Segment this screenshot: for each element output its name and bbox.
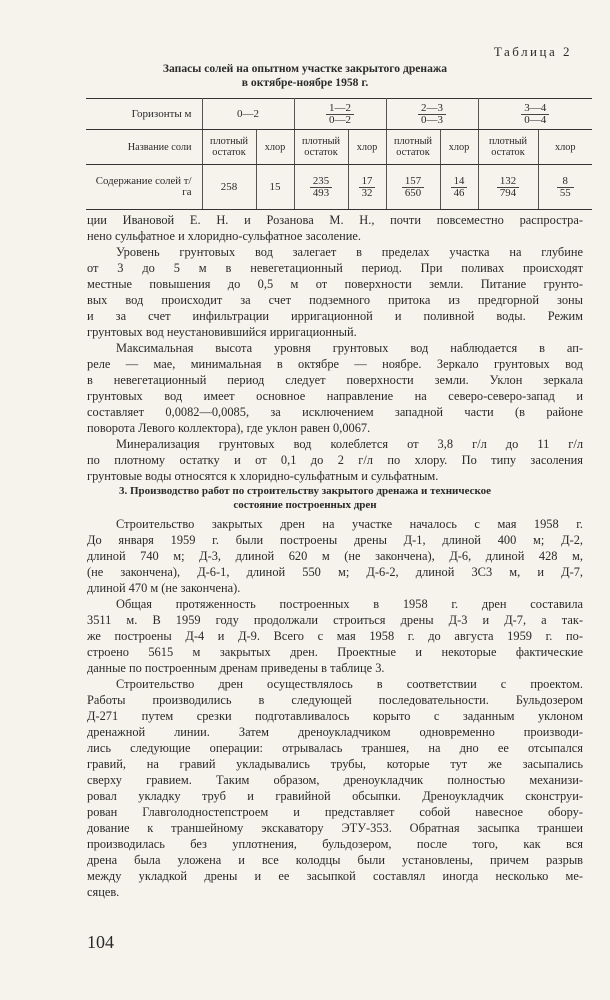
col-chlor-3: хлор [440,130,478,165]
body-line: нено сульфатное и хлоридно-сульфатное засоление. [87,229,361,243]
body-line: грунтовые воды относятся к хлоридно-сульфатным и сульфатным. [87,469,439,483]
section-title-line-1: 3. Производство работ по строительству закрытого дренажа и техническое [118,485,492,497]
body-line: данные по построенным дренам приведены в таблице 3. [87,661,385,675]
col-dense-3: плотный остаток [386,130,440,165]
horizon-3-4: $\frac{3—4}{0—4}$ [478,99,592,130]
salt-reserves-table [86,98,592,210]
col-dense-2: плотный остаток [294,130,348,165]
col-dense-1: плотный остаток [202,130,256,165]
h3-dense-value: $\frac{157}{650}$ [386,165,440,210]
body-line: реле — мае, минимальная в октябре — ноябре. Зеркало грунтовых вод [87,357,583,371]
horizons-row [86,99,592,130]
body-line: между укладкой дрены и ее засыпкой составлял иногда несколько ме- [87,869,583,883]
table-caption-line-1: Запасы солей на опытном участке закрытого дренажа [162,62,448,75]
page-number: 104 [87,932,114,952]
body-line: Общая протяженность построенных в 1958 г. дрен составила [116,597,583,611]
h4-chlor-value: $\frac{8}{55}$ [538,165,592,210]
body-line: ции Ивановой Е. Н. и Розанова М. Н., почти повсеместно распростра- [87,213,583,227]
h1-dense-value: 258 [202,165,256,210]
body-line: Максимальная высота уровня грунтовых вод наблюдается в ап- [116,341,583,355]
body-line: в невегетационный период следует поверхности земли. Уклон зеркала [87,373,583,387]
h3-chlor-value: $\frac{14}{46}$ [440,165,478,210]
body-line: дование к траншейному экскаватору ЭТУ-353. Обратная засыпка траншеи [87,821,583,835]
salt-name-label: Название соли [86,130,202,165]
horizon-2-3: $\frac{2—3}{0—3}$ [386,99,478,130]
body-line: производилась без уплотнения, бульдозером, после того, как вся [87,837,583,851]
body-line: рован Главголодностепстроем и представляет собой навесное обору- [87,805,583,819]
body-line: вых вод происходит за счет подземного притока из предгорной зоны [87,293,583,307]
col-chlor-2: хлор [348,130,386,165]
table-caption-line-2: в октябре-ноябре 1958 г. [241,76,369,89]
body-line: и за счет инфильтрации ирригационной и поливной воды. Режим [87,309,583,323]
h2-chlor-value: $\frac{17}{32}$ [348,165,386,210]
content-label: Содержание солей т/га [86,165,202,210]
col-dense-4: плотный остаток [478,130,538,165]
body-line: Д-271 путем срезки подготавливалось корыто с заданным уклоном [87,709,583,723]
body-line: от 3 до 5 м в невегетационный период. При поливах происходят [87,261,583,275]
body-line: сяцев. [87,885,120,899]
body-line: гравий, на гравий укладывались трубы, которые тут же засыпались [87,757,583,771]
body-line: местные повышения до 0,5 м от поверхности земли. Питание грунто- [87,277,583,291]
body-line: дренажной линии. Затем дреноукладчиком одновременно производи- [87,725,583,739]
body-line: же построены Д-4 и Д-9. Всего с мая 1958 г. до августа 1959 г. по- [87,629,583,643]
body-line: грунтовых вод неустановившийся ирригационный. [87,325,357,339]
body-line: До января 1959 г. были построены дрены Д-1, длиной 400 м; Д-2, [87,533,583,547]
body-line: длиной 470 м (не закончена). [87,581,241,595]
body-line: Работы производились в следующей последовательности. Бульдозером [87,693,583,707]
horizon-1-2: $\frac{1—2}{0—2}$ [294,99,386,130]
col-chlor-4: хлор [538,130,592,165]
body-line: строено 5615 м закрытых дрен. Проектные и некоторые фактические [87,645,583,659]
salt-name-row [86,130,592,165]
body-line: (не закончена), Д-6-1, длиной 550 м; Д-6-2, длиной 3С3 м, и Д-7, [87,565,583,579]
body-line: по плотному остатку и от 0,1 до 2 г/л по хлору. По типу засоления [87,453,583,467]
body-line: Строительство закрытых дрен на участке началось с мая 1958 г. [116,517,583,531]
h4-dense-value: $\frac{132}{794}$ [478,165,538,210]
body-line: Строительство дрен осуществлялось в соответствии с проектом. [116,677,583,691]
h1-chlor-value: 15 [256,165,294,210]
horizon-0-2: 0—2 [202,99,294,130]
body-line: сверху гравием. Таким образом, дреноукладчик полностью механизи- [87,773,583,787]
body-line: лись следующие операции: отрывалась траншея, на дно ее отсыпался [87,741,583,755]
content-row [86,165,592,210]
body-line: Уровень грунтовых вод залегает в пределах участка на глубине [116,245,583,259]
body-line: грунтовых вод имеет основное направление на северо-северо-запад и [87,389,583,403]
h2-dense-value: $\frac{235}{493}$ [294,165,348,210]
body-line: ровал укладку труб и гравийной обсыпки. Дреноукладчик сконструи- [87,789,583,803]
table-label: Таблица 2 [493,44,572,59]
section-title-line-2: состояние построенных дрен [233,499,377,511]
body-line: дрена была уложена и все колодцы были установлены, причем разрыв [87,853,583,867]
body-line: составляет 0,0082—0,0085, за исключением западной части (в районе [87,405,583,419]
body-line: 3511 м. В 1959 году продолжали строиться дрены Д-3 и Д-7, а так- [87,613,583,627]
horizons-label: Горизонты м [86,99,202,130]
body-line: длиной 740 м; Д-3, длиной 620 м (не закончена), Д-6, длиной 428 м, [87,549,583,563]
body-line: поворота Левого коллектора), где уклон равен 0,0067. [87,421,371,435]
body-line: Минерализация грунтовых вод колеблется от 3,8 г/л до 11 г/л [116,437,583,451]
col-chlor-1: хлор [256,130,294,165]
